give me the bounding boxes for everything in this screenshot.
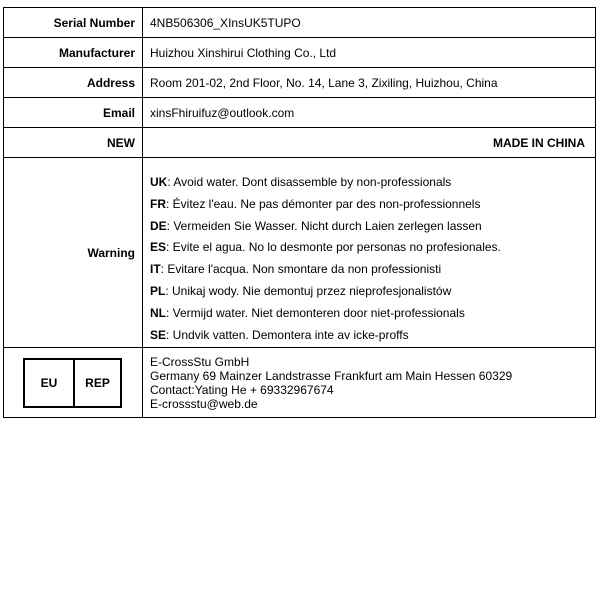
address-label: Address	[4, 68, 143, 97]
warning-line-es	[150, 240, 595, 262]
eu-rep-address: Germany 69 Mainzer Landstrasse Frankfurt am Main Hessen 60329	[150, 369, 513, 383]
serial-number-value: 4NB506306_XInsUK5TUPO	[150, 15, 301, 30]
warning-line-de	[150, 219, 595, 241]
warning-code: PL	[150, 283, 166, 298]
warning-code: UK	[150, 175, 168, 189]
address-value: Room 201-02, 2nd Floor, No. 14, Lane 3, Zixiling, Huizhou, China	[150, 75, 498, 90]
warning-text: : Evitare l'acqua. Non smontare da non professionisti	[160, 262, 442, 277]
warning-label: Warning	[4, 158, 143, 347]
warning-text: : Unikaj wody. Nie demontuj przez nieprofesjonalistów	[165, 283, 452, 298]
manufacturer-row	[4, 38, 595, 68]
email-row	[4, 98, 595, 128]
warning-line-uk	[150, 175, 595, 197]
warning-text: : Avoid water. Dont disassemble by non-professionals	[167, 175, 452, 189]
warning-code: ES	[150, 240, 167, 255]
warning-code: NL	[150, 305, 166, 320]
warning-line-fr	[150, 197, 595, 219]
warning-text: : Evite el agua. No lo desmonte por personas no profesionales.	[166, 240, 501, 255]
warning-code: DE	[150, 218, 167, 233]
warning-line-nl	[150, 306, 595, 328]
email-value: xinsFhiruifuz@outlook.com	[150, 105, 295, 120]
warning-line-se	[150, 328, 595, 350]
eu-rep-badge	[23, 358, 122, 408]
eu-rep-info	[143, 348, 595, 417]
warning-code: FR	[150, 196, 166, 211]
warning-text: : Vermeiden Sie Wasser. Nicht durch Laien zerlegen lassen	[166, 218, 482, 233]
warning-text: : Évitez l'eau. Ne pas démonter par des non-professionnels	[166, 196, 481, 211]
eu-rep-badge-right: REP	[85, 376, 110, 390]
product-label-table	[3, 7, 596, 418]
warning-line-it	[150, 262, 595, 284]
condition-row	[4, 128, 595, 158]
email-label: Email	[4, 98, 143, 127]
warning-line-pl	[150, 284, 595, 306]
eu-rep-badge-cell	[4, 348, 143, 417]
warning-code: IT	[150, 262, 161, 277]
address-row	[4, 68, 595, 98]
manufacturer-value: Huizhou Xinshirui Clothing Co., Ltd	[150, 45, 337, 60]
eu-rep-email: E-crossstu@web.de	[150, 397, 258, 411]
warning-text: : Undvik vatten. Demontera inte av icke-proffs	[166, 327, 409, 342]
origin-value: MADE IN CHINA	[493, 135, 585, 150]
manufacturer-label: Manufacturer	[4, 38, 143, 67]
warning-code: SE	[150, 327, 167, 342]
eu-rep-company: E-CrossStu GmbH	[150, 355, 250, 369]
eu-rep-contact: Contact:Yating He + 69332967674	[150, 383, 334, 397]
serial-number-label: Serial Number	[4, 8, 143, 37]
warning-list	[143, 158, 595, 347]
condition-label: NEW	[4, 128, 143, 157]
warning-row	[4, 158, 595, 348]
eu-rep-badge-left: EU	[25, 360, 75, 406]
eu-rep-row	[4, 348, 595, 418]
serial-number-row	[4, 8, 595, 38]
warning-text: : Vermijd water. Niet demonteren door niet-professionals	[166, 305, 465, 320]
